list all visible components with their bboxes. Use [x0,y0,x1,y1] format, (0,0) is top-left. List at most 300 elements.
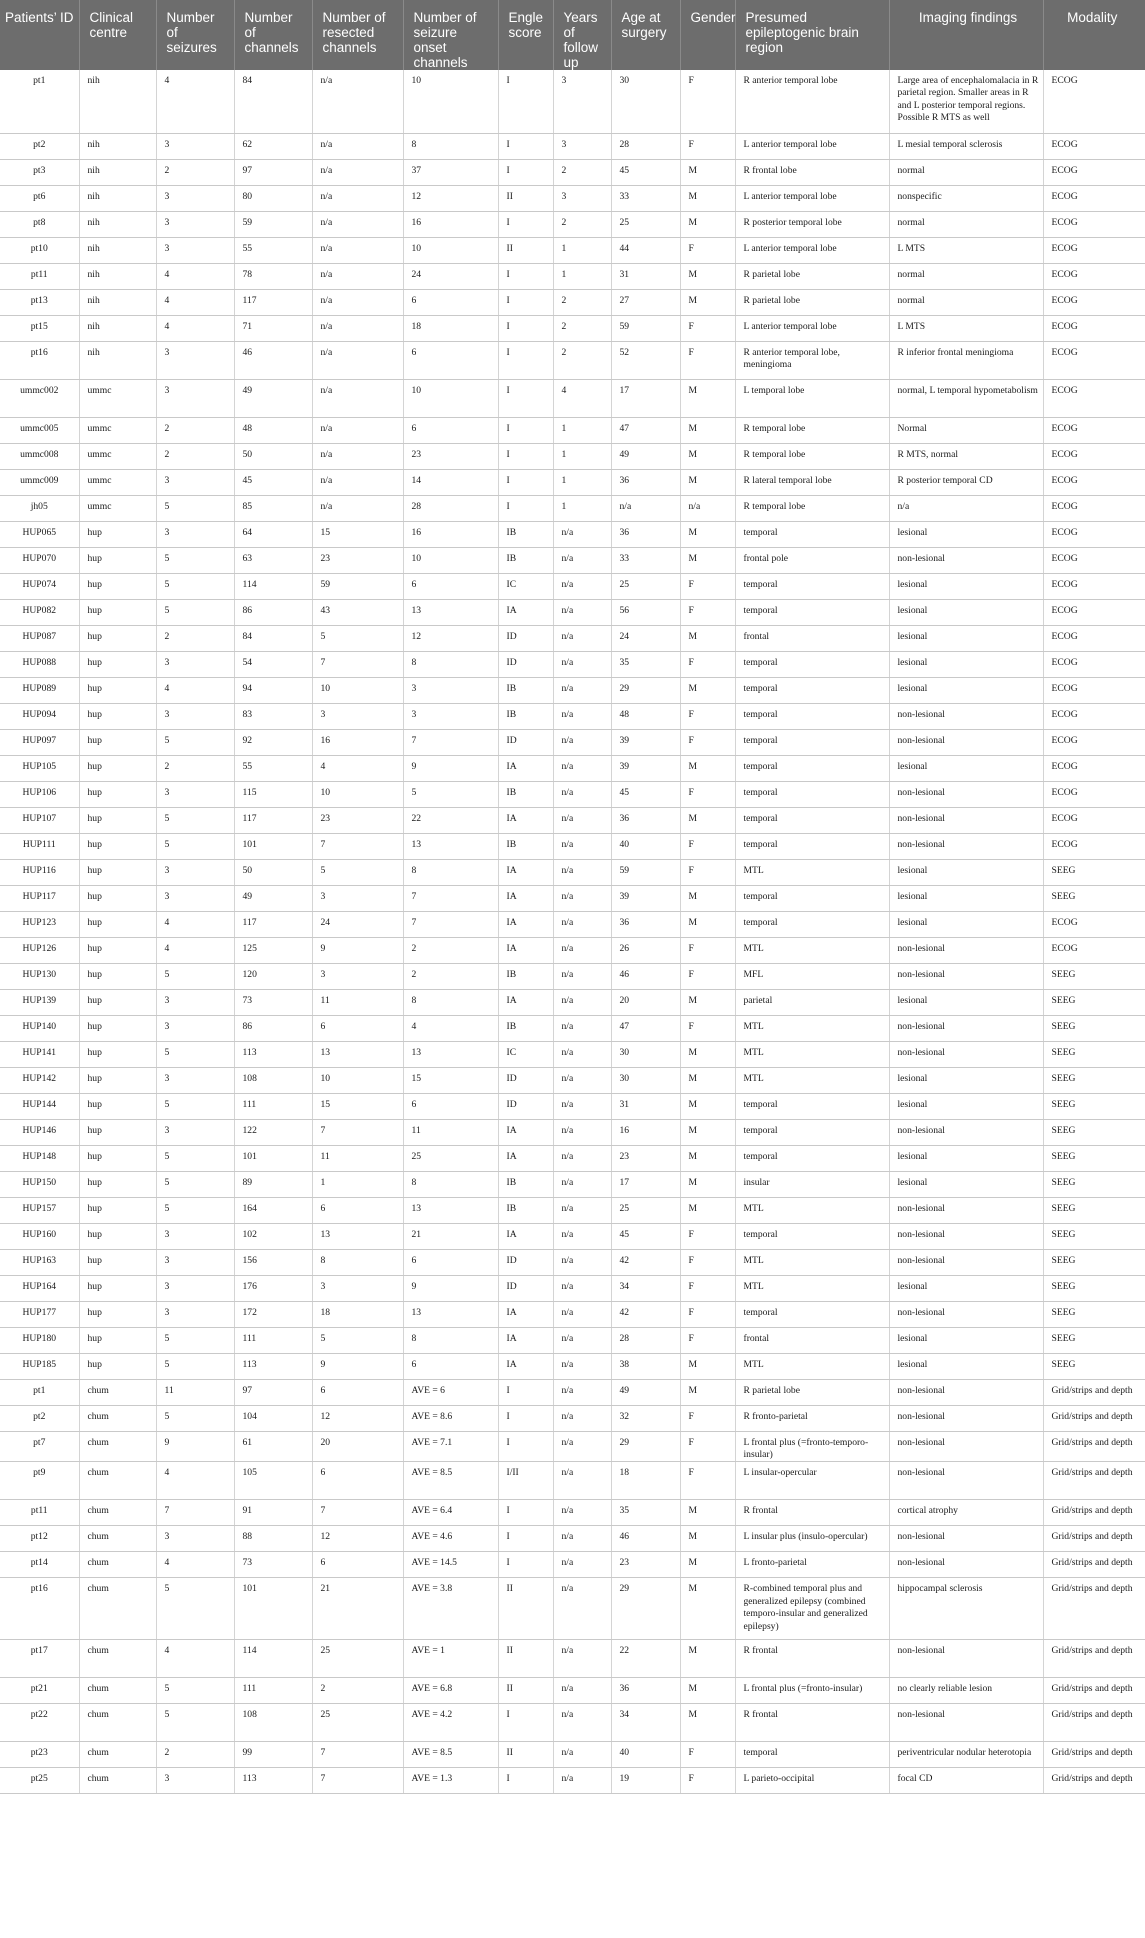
cell-age-surgery: 52 [611,341,680,379]
cell-patient-id: pt16 [0,341,79,379]
cell-patient-id: pt16 [0,1578,79,1640]
table-row [0,989,1145,1015]
cell-brain-region: R temporal lobe [735,443,889,469]
cell-clinical-centre: ummc [79,417,156,443]
cell-imaging-findings: non-lesional [889,807,1043,833]
cell-gender: F [680,651,735,677]
cell-num-onset: 6 [403,341,498,379]
cell-age-surgery: 23 [611,1145,680,1171]
cell-age-surgery: 40 [611,1742,680,1768]
cell-engle-score: IB [498,547,553,573]
cell-num-seizures: 3 [156,379,234,417]
cell-gender: M [680,1171,735,1197]
cell-age-surgery: 44 [611,237,680,263]
cell-brain-region: temporal [735,781,889,807]
cell-imaging-findings: non-lesional [889,1462,1043,1500]
cell-brain-region: temporal [735,755,889,781]
cell-num-seizures: 3 [156,1275,234,1301]
cell-years-followup: n/a [553,1500,611,1526]
cell-engle-score: IB [498,703,553,729]
table-row [0,1015,1145,1041]
header-num-seizures: Number of seizures [156,0,234,70]
cell-years-followup: n/a [553,937,611,963]
table-row [0,599,1145,625]
cell-modality: ECOG [1043,133,1145,159]
cell-modality: ECOG [1043,937,1145,963]
table-row [0,237,1145,263]
cell-clinical-centre: chum [79,1552,156,1578]
cell-age-surgery: 29 [611,1578,680,1640]
header-num-resected: Number of resected channels [312,0,403,70]
cell-modality: ECOG [1043,237,1145,263]
cell-clinical-centre: chum [79,1678,156,1704]
cell-patient-id: HUP150 [0,1171,79,1197]
cell-years-followup: n/a [553,1249,611,1275]
cell-num-resected: 23 [312,807,403,833]
cell-brain-region: MTL [735,1249,889,1275]
cell-gender: M [680,1353,735,1379]
cell-brain-region: R parietal lobe [735,289,889,315]
cell-gender: M [680,1704,735,1742]
cell-num-channels: 92 [234,729,312,755]
cell-num-resected: 6 [312,1552,403,1578]
cell-modality: Grid/strips and depth [1043,1640,1145,1678]
cell-gender: F [680,1327,735,1353]
cell-num-channels: 115 [234,781,312,807]
cell-num-onset: 10 [403,547,498,573]
cell-num-onset: AVE = 1 [403,1640,498,1678]
cell-years-followup: n/a [553,781,611,807]
cell-patient-id: HUP141 [0,1041,79,1067]
cell-imaging-findings: normal [889,211,1043,237]
cell-patient-id: HUP130 [0,963,79,989]
cell-num-resected: n/a [312,159,403,185]
cell-num-onset: 22 [403,807,498,833]
cell-num-seizures: 2 [156,417,234,443]
cell-modality: SEEG [1043,1223,1145,1249]
cell-num-resected: 16 [312,729,403,755]
cell-brain-region: temporal [735,1301,889,1327]
cell-num-resected: 7 [312,1742,403,1768]
cell-num-onset: 13 [403,833,498,859]
cell-modality: ECOG [1043,263,1145,289]
cell-num-seizures: 5 [156,573,234,599]
cell-num-seizures: 3 [156,651,234,677]
cell-brain-region: L temporal lobe [735,379,889,417]
table-row [0,1353,1145,1379]
cell-num-resected: 6 [312,1379,403,1405]
cell-patient-id: HUP116 [0,859,79,885]
table-row [0,1768,1145,1794]
cell-brain-region: insular [735,1171,889,1197]
cell-gender: F [680,1015,735,1041]
cell-patient-id: HUP177 [0,1301,79,1327]
cell-age-surgery: 36 [611,911,680,937]
cell-brain-region: temporal [735,1093,889,1119]
cell-imaging-findings: n/a [889,495,1043,521]
cell-age-surgery: 29 [611,1431,680,1462]
cell-num-onset: 9 [403,755,498,781]
cell-patient-id: pt2 [0,1405,79,1431]
cell-num-channels: 89 [234,1171,312,1197]
cell-num-seizures: 4 [156,289,234,315]
cell-imaging-findings: normal, L temporal hypometabolism [889,379,1043,417]
cell-modality: Grid/strips and depth [1043,1578,1145,1640]
cell-gender: M [680,159,735,185]
cell-clinical-centre: nih [79,263,156,289]
cell-patient-id: HUP160 [0,1223,79,1249]
cell-clinical-centre: hup [79,755,156,781]
cell-years-followup: 2 [553,289,611,315]
cell-num-seizures: 3 [156,989,234,1015]
cell-age-surgery: 30 [611,1041,680,1067]
cell-num-onset: 2 [403,937,498,963]
cell-patient-id: HUP097 [0,729,79,755]
cell-num-channels: 99 [234,1742,312,1768]
cell-modality: ECOG [1043,70,1145,133]
table-row [0,1462,1145,1500]
cell-num-seizures: 5 [156,1041,234,1067]
cell-clinical-centre: chum [79,1431,156,1462]
cell-years-followup: n/a [553,651,611,677]
cell-modality: ECOG [1043,781,1145,807]
cell-gender: F [680,703,735,729]
cell-brain-region: R-combined temporal plus and generalized epilepsy (combined temporo-insular and generalized epilepsy) [735,1578,889,1640]
cell-patient-id: pt10 [0,237,79,263]
cell-num-channels: 111 [234,1327,312,1353]
cell-modality: ECOG [1043,341,1145,379]
cell-patient-id: pt21 [0,1678,79,1704]
cell-engle-score: IA [498,755,553,781]
cell-engle-score: IA [498,1301,553,1327]
cell-engle-score: ID [498,1067,553,1093]
cell-age-surgery: 45 [611,159,680,185]
cell-engle-score: IA [498,1119,553,1145]
cell-num-onset: 8 [403,859,498,885]
cell-num-seizures: 5 [156,807,234,833]
cell-age-surgery: 22 [611,1640,680,1678]
table-row [0,521,1145,547]
cell-num-resected: n/a [312,133,403,159]
table-row [0,495,1145,521]
cell-imaging-findings: non-lesional [889,833,1043,859]
cell-clinical-centre: hup [79,1067,156,1093]
cell-clinical-centre: hup [79,1223,156,1249]
cell-num-resected: n/a [312,263,403,289]
cell-brain-region: L insular-opercular [735,1462,889,1500]
cell-years-followup: n/a [553,1405,611,1431]
cell-years-followup: 1 [553,495,611,521]
cell-modality: ECOG [1043,729,1145,755]
cell-gender: M [680,1678,735,1704]
cell-modality: SEEG [1043,1015,1145,1041]
table-row [0,1526,1145,1552]
table-row [0,1678,1145,1704]
cell-age-surgery: 27 [611,289,680,315]
cell-num-channels: 49 [234,885,312,911]
cell-modality: ECOG [1043,573,1145,599]
table-row [0,859,1145,885]
cell-num-onset: AVE = 8.5 [403,1742,498,1768]
cell-patient-id: HUP082 [0,599,79,625]
cell-imaging-findings: non-lesional [889,1223,1043,1249]
cell-num-resected: 15 [312,521,403,547]
cell-num-resected: 25 [312,1704,403,1742]
cell-clinical-centre: nih [79,211,156,237]
header-imaging-findings: Imaging findings [889,0,1043,70]
cell-modality: ECOG [1043,599,1145,625]
cell-num-onset: 14 [403,469,498,495]
cell-clinical-centre: hup [79,625,156,651]
cell-age-surgery: 25 [611,211,680,237]
cell-gender: F [680,599,735,625]
cell-num-seizures: 3 [156,1223,234,1249]
cell-num-channels: 113 [234,1041,312,1067]
cell-engle-score: ID [498,651,553,677]
table-row [0,443,1145,469]
cell-age-surgery: 18 [611,1462,680,1500]
cell-modality: Grid/strips and depth [1043,1462,1145,1500]
cell-num-resected: 7 [312,1500,403,1526]
cell-modality: ECOG [1043,807,1145,833]
cell-num-seizures: 3 [156,1249,234,1275]
cell-patient-id: pt22 [0,1704,79,1742]
cell-patient-id: HUP123 [0,911,79,937]
cell-num-seizures: 2 [156,159,234,185]
cell-imaging-findings: periventricular nodular heterotopia [889,1742,1043,1768]
cell-clinical-centre: nih [79,341,156,379]
cell-gender: F [680,70,735,133]
cell-num-channels: 97 [234,159,312,185]
cell-brain-region: temporal [735,885,889,911]
cell-clinical-centre: chum [79,1640,156,1678]
cell-age-surgery: 42 [611,1301,680,1327]
cell-num-seizures: 4 [156,911,234,937]
cell-num-onset: 6 [403,573,498,599]
cell-num-onset: 10 [403,379,498,417]
table-row [0,1704,1145,1742]
cell-years-followup: 3 [553,133,611,159]
cell-imaging-findings: non-lesional [889,1704,1043,1742]
cell-num-seizures: 3 [156,211,234,237]
cell-age-surgery: 49 [611,1379,680,1405]
cell-num-seizures: 3 [156,1768,234,1794]
cell-num-channels: 83 [234,703,312,729]
cell-num-resected: 9 [312,937,403,963]
cell-num-resected: 24 [312,911,403,937]
cell-modality: SEEG [1043,1197,1145,1223]
cell-age-surgery: 23 [611,1552,680,1578]
table-row [0,1405,1145,1431]
cell-num-resected: 13 [312,1041,403,1067]
cell-num-resected: 4 [312,755,403,781]
cell-age-surgery: 28 [611,133,680,159]
cell-num-resected: n/a [312,237,403,263]
cell-clinical-centre: hup [79,1171,156,1197]
cell-engle-score: IB [498,833,553,859]
cell-num-onset: 13 [403,1197,498,1223]
cell-num-seizures: 4 [156,263,234,289]
cell-imaging-findings: non-lesional [889,547,1043,573]
table-row [0,185,1145,211]
cell-age-surgery: 25 [611,573,680,599]
cell-gender: M [680,379,735,417]
cell-num-channels: 108 [234,1067,312,1093]
cell-brain-region: R frontal [735,1640,889,1678]
cell-num-onset: 7 [403,729,498,755]
cell-modality: ECOG [1043,625,1145,651]
cell-gender: F [680,1275,735,1301]
cell-patient-id: pt14 [0,1552,79,1578]
cell-age-surgery: n/a [611,495,680,521]
cell-clinical-centre: chum [79,1526,156,1552]
cell-modality: Grid/strips and depth [1043,1431,1145,1462]
table-row [0,1223,1145,1249]
cell-modality: Grid/strips and depth [1043,1405,1145,1431]
cell-years-followup: n/a [553,1552,611,1578]
cell-num-onset: 23 [403,443,498,469]
cell-num-channels: 71 [234,315,312,341]
cell-modality: Grid/strips and depth [1043,1500,1145,1526]
cell-age-surgery: 17 [611,379,680,417]
cell-patient-id: HUP087 [0,625,79,651]
cell-gender: M [680,263,735,289]
cell-patient-id: HUP142 [0,1067,79,1093]
cell-num-resected: 5 [312,1327,403,1353]
cell-brain-region: R anterior temporal lobe [735,70,889,133]
cell-years-followup: n/a [553,729,611,755]
cell-brain-region: frontal [735,1327,889,1353]
cell-years-followup: n/a [553,1223,611,1249]
table-row [0,963,1145,989]
cell-age-surgery: 28 [611,1327,680,1353]
cell-modality: ECOG [1043,651,1145,677]
cell-num-onset: 8 [403,989,498,1015]
cell-num-resected: 11 [312,1145,403,1171]
cell-engle-score: I [498,495,553,521]
cell-imaging-findings: normal [889,263,1043,289]
cell-age-surgery: 16 [611,1119,680,1145]
cell-num-channels: 102 [234,1223,312,1249]
cell-modality: Grid/strips and depth [1043,1742,1145,1768]
cell-num-onset: AVE = 6.4 [403,1500,498,1526]
cell-num-onset: AVE = 4.6 [403,1526,498,1552]
cell-years-followup: 2 [553,315,611,341]
cell-clinical-centre: chum [79,1379,156,1405]
cell-modality: ECOG [1043,211,1145,237]
cell-num-channels: 59 [234,211,312,237]
cell-num-onset: 8 [403,133,498,159]
cell-num-seizures: 4 [156,1552,234,1578]
cell-imaging-findings: lesional [889,755,1043,781]
cell-age-surgery: 39 [611,729,680,755]
cell-clinical-centre: hup [79,807,156,833]
cell-modality: SEEG [1043,1041,1145,1067]
table-row [0,1301,1145,1327]
cell-clinical-centre: nih [79,159,156,185]
cell-engle-score: IB [498,963,553,989]
cell-years-followup: 4 [553,379,611,417]
cell-clinical-centre: chum [79,1704,156,1742]
cell-num-resected: 6 [312,1462,403,1500]
cell-num-resected: 10 [312,781,403,807]
cell-years-followup: 1 [553,237,611,263]
table-header [0,0,1145,70]
cell-years-followup: n/a [553,807,611,833]
cell-patient-id: ummc002 [0,379,79,417]
cell-engle-score: IA [498,599,553,625]
header-engle-score: Engle score [498,0,553,70]
cell-num-onset: 10 [403,70,498,133]
table-row [0,263,1145,289]
cell-years-followup: 1 [553,263,611,289]
cell-brain-region: temporal [735,1742,889,1768]
cell-engle-score: I [498,417,553,443]
cell-num-resected: 13 [312,1223,403,1249]
cell-num-onset: 12 [403,625,498,651]
cell-num-seizures: 3 [156,185,234,211]
cell-num-onset: 13 [403,1041,498,1067]
cell-years-followup: 1 [553,443,611,469]
cell-clinical-centre: hup [79,937,156,963]
cell-engle-score: I [498,1704,553,1742]
cell-patient-id: pt9 [0,1462,79,1500]
cell-imaging-findings: non-lesional [889,1552,1043,1578]
cell-brain-region: parietal [735,989,889,1015]
cell-years-followup: n/a [553,1678,611,1704]
cell-num-resected: 11 [312,989,403,1015]
cell-num-channels: 46 [234,341,312,379]
cell-num-channels: 54 [234,651,312,677]
cell-years-followup: n/a [553,1640,611,1678]
cell-num-channels: 117 [234,807,312,833]
cell-gender: F [680,573,735,599]
cell-num-seizures: 9 [156,1431,234,1462]
cell-years-followup: n/a [553,1431,611,1462]
cell-engle-score: IB [498,1015,553,1041]
cell-num-seizures: 5 [156,1171,234,1197]
cell-gender: M [680,807,735,833]
cell-modality: Grid/strips and depth [1043,1768,1145,1794]
cell-imaging-findings: non-lesional [889,1379,1043,1405]
table-row [0,755,1145,781]
cell-years-followup: n/a [553,1327,611,1353]
cell-num-resected: 3 [312,885,403,911]
cell-brain-region: R posterior temporal lobe [735,211,889,237]
cell-num-resected: 21 [312,1578,403,1640]
cell-num-resected: 3 [312,963,403,989]
cell-num-onset: AVE = 6 [403,1379,498,1405]
cell-patient-id: HUP070 [0,547,79,573]
cell-imaging-findings: lesional [889,885,1043,911]
cell-num-channels: 117 [234,289,312,315]
cell-age-surgery: 45 [611,781,680,807]
cell-engle-score: I [498,1500,553,1526]
cell-clinical-centre: nih [79,185,156,211]
cell-num-channels: 88 [234,1526,312,1552]
cell-age-surgery: 31 [611,263,680,289]
cell-num-onset: AVE = 8.6 [403,1405,498,1431]
cell-num-channels: 94 [234,677,312,703]
table-row [0,573,1145,599]
cell-age-surgery: 39 [611,755,680,781]
cell-modality: ECOG [1043,833,1145,859]
cell-num-channels: 49 [234,379,312,417]
cell-num-resected: n/a [312,469,403,495]
cell-num-onset: 6 [403,1093,498,1119]
cell-num-resected: 7 [312,1119,403,1145]
cell-engle-score: I [498,70,553,133]
